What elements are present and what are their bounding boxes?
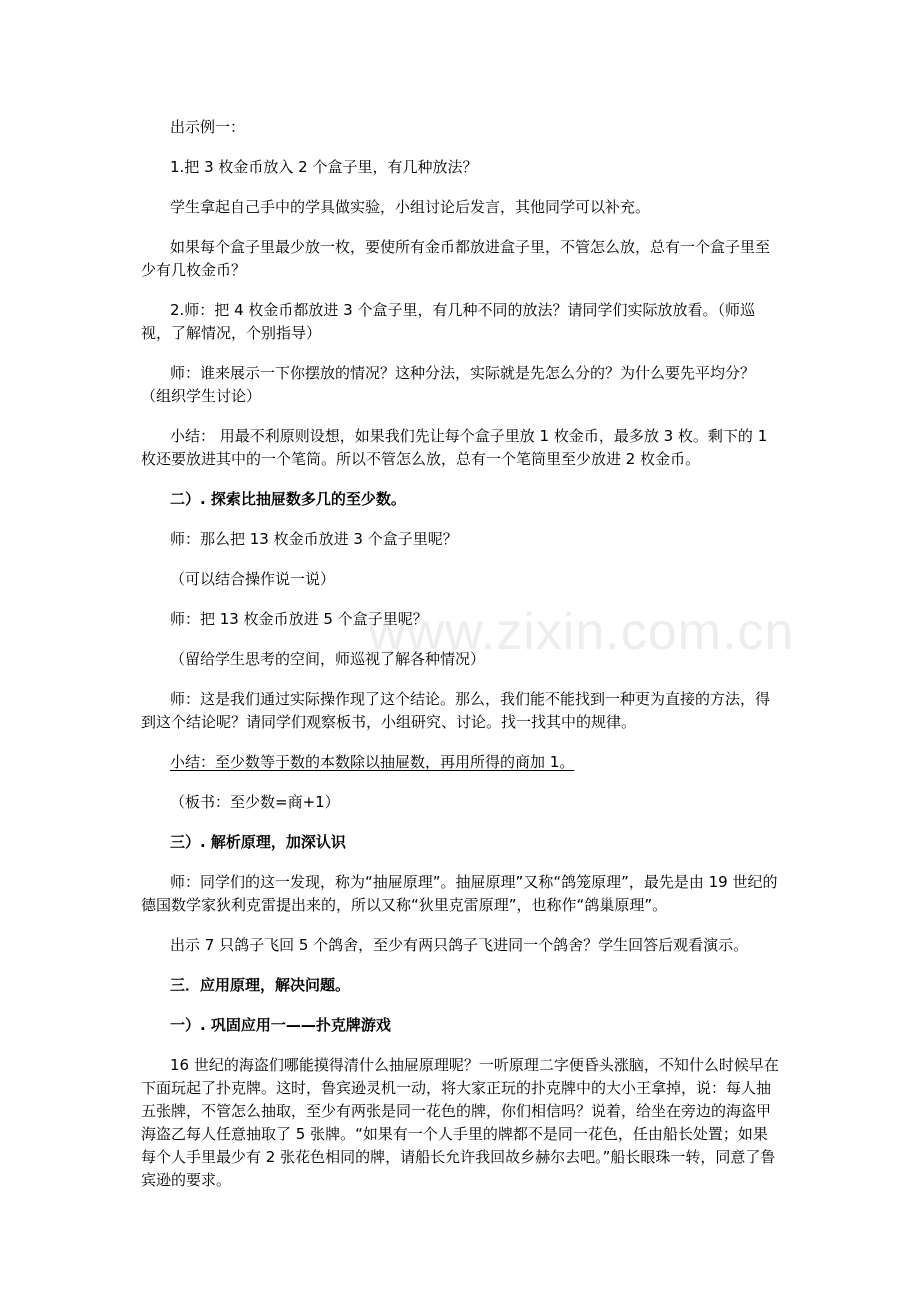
section-heading-apply: 三．应用原理，解决问题。 — [170, 976, 351, 994]
document-body — [141, 116, 782, 1209]
paragraph-thinking-space: （留给学生思考的空间，师巡视了解各种情况） — [170, 650, 486, 668]
summary-2-text: 小结：至少数等于数的本数除以抽屉数，再用所得的商加 1。 — [170, 753, 575, 771]
paragraph-13-coins-3-boxes: 师：那么把 13 枚金币放进 3 个盒子里呢？ — [170, 530, 458, 548]
paragraph-pigeonhole-name: 师：同学们的这一发现，称为“抽屉原理”。抽屉原理”又称“鸽笼原理”，最先是由 19 世纪的德国数学家狄利克雷提出来的，所以又称“狄里克雷原理”，也称作“鸽巢原理”。 — [141, 873, 778, 914]
paragraph-board-note: （板书：至少数=商+1） — [170, 793, 340, 811]
paragraph-pigeon-demo: 出示 7 只鸽子飞回 5 个鸽舍，至少有两只鸽子飞进同一个鸽舍？学生回答后观看演示。 — [170, 936, 749, 954]
section-heading-explore: 二）. 探索比抽屉数多几的至少数。 — [170, 490, 406, 508]
paragraph-question-1: 1.把 3 枚金币放入 2 个盒子里，有几种放法？ — [170, 158, 478, 176]
paragraph-summary-1: 小结： 用最不利原则设想，如果我们先让每个盒子里放 1 枚金币，最多放 3 枚。剩下的 1 枚还要放进其中的一个笔筒。所以不管怎么放，总有一个笔筒里至少放进 2 枚金币。 — [141, 427, 768, 468]
paragraph-example-title: 出示例一： — [170, 118, 246, 136]
paragraph-summary-2 — [170, 751, 782, 774]
paragraph-question-2: 2.师：把 4 枚金币都放进 3 个盒子里，有几种不同的放法？请同学们实际放放看。（师巡视，了解情况，个别指导） — [141, 301, 755, 342]
section-heading-principle: 三）. 解析原理，加深认识 — [170, 833, 346, 851]
paragraph-poker-story: 16 世纪的海盗们哪能摸得清什么抽屉原理呢？一听原理二字便昏头涨脑，不知什么时候早在下面玩起了扑克牌。这时，鲁宾逊灵机一动，将大家正玩的扑克牌中的大小王拿掉，说：每人抽五张牌，不管怎么抽取，至少有两张是同一花色的牌，你们相信吗？说着，给坐在旁边的海盗甲海盗乙每人任意抽取了 5 张牌。“如果有一个人手里的牌都不是同一花色，任由船长处置；如果每个人手里最少有 2 张花色相同的牌，请船长允许我回故乡赫尔去吧。”船长眼珠一转，同意了鲁宾逊的要求。 — [141, 1056, 779, 1189]
paragraph-teacher-discussion: 师：谁来展示一下你摆放的情况？这种分法，实际就是先怎么分的？为什么要先平均分？（组织学生讨论） — [141, 364, 756, 405]
watermark: www.zixin.com.cn — [368, 603, 795, 661]
section-heading-poker: 一）. 巩固应用一——扑克牌游戏 — [170, 1016, 391, 1034]
paragraph-find-rule: 师：这是我们通过实际操作现了这个结论。那么，我们能不能找到一种更为直接的方法，得到这个结论呢？请同学们观察板书，小组研究、讨论。找一找其中的规律。 — [141, 690, 771, 731]
paragraph-student-experiment: 学生拿起自己手中的学具做实验，小组讨论后发言，其他同学可以补充。 — [170, 198, 651, 216]
paragraph-13-coins-5-boxes: 师：把 13 枚金币放进 5 个盒子里呢？ — [170, 610, 428, 628]
paragraph-operation-note: （可以结合操作说一说） — [170, 570, 336, 588]
paragraph-at-least-question: 如果每个盒子里最少放一枚，要使所有金币都放进盒子里，不管怎么放，总有一个盒子里至少有几枚金币？ — [141, 238, 771, 279]
